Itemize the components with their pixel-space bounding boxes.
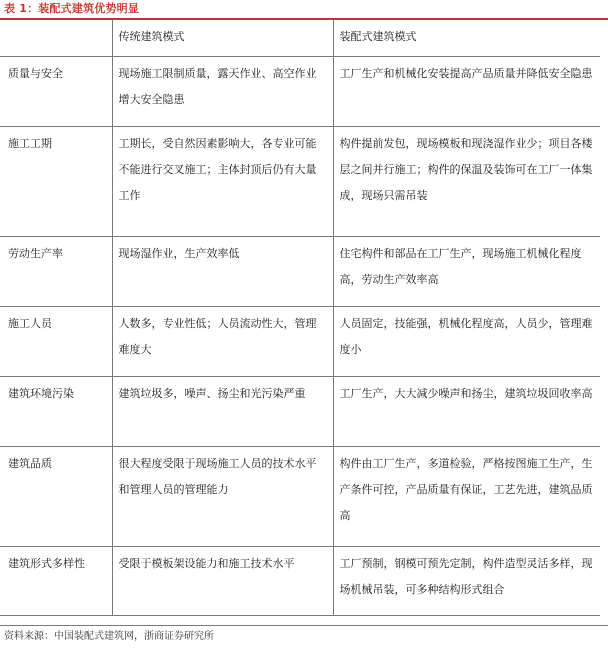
traditional-cell: 工期长，受自然因素影响大，各专业可能不能进行交叉施工；主体封顶后仍有大量工作	[112, 126, 333, 236]
row-category: 施工工期	[0, 126, 112, 236]
source-note: 资料来源：中国装配式建筑网，浙商证券研究所	[4, 631, 214, 642]
row-category: 施工人员	[0, 306, 112, 376]
row-category: 建筑环境污染	[0, 376, 112, 446]
table-row	[0, 236, 600, 306]
prefab-cell: 住宅构件和部品在工厂生产，现场施工机械化程度高，劳动生产效率高	[333, 236, 600, 306]
header-cell-traditional: 传统建筑模式	[112, 20, 333, 56]
row-category: 劳动生产率	[0, 236, 112, 306]
header-cell-category	[0, 20, 112, 56]
traditional-cell: 建筑垃圾多，噪声、扬尘和光污染严重	[112, 376, 333, 446]
traditional-cell: 受限于模板架设能力和施工技术水平	[112, 546, 333, 615]
table-row	[0, 376, 600, 446]
comparison-table	[0, 20, 600, 616]
traditional-cell: 人数多，专业性低；人员流动性大，管理难度大	[112, 306, 333, 376]
table-row	[0, 56, 600, 126]
prefab-cell: 人员固定，技能强，机械化程度高，人员少，管理难度小	[333, 306, 600, 376]
traditional-cell: 现场施工限制质量，露天作业、高空作业增大安全隐患	[112, 56, 333, 126]
table-row	[0, 446, 600, 546]
prefab-cell: 工厂预制，钢模可预先定制，构件造型灵活多样，现场机械吊装，可多种结构形式组合	[333, 546, 600, 615]
prefab-cell: 构件由工厂生产，多道检验，严格按图施工生产，生产条件可控，产品质量有保证，工艺先进，建筑品质高	[333, 446, 600, 546]
header-row	[0, 20, 600, 56]
traditional-cell: 现场湿作业，生产效率低	[112, 236, 333, 306]
row-category: 建筑品质	[0, 446, 112, 546]
row-category: 建筑形式多样性	[0, 546, 112, 615]
row-category: 质量与安全	[0, 56, 112, 126]
prefab-cell: 工厂生产和机械化安装提高产品质量并降低安全隐患	[333, 56, 600, 126]
header-cell-prefab: 装配式建筑模式	[333, 20, 600, 56]
table-row	[0, 126, 600, 236]
traditional-cell: 很大程度受限于现场施工人员的技术水平和管理人员的管理能力	[112, 446, 333, 546]
prefab-cell: 工厂生产，大大减少噪声和扬尘，建筑垃圾回收率高	[333, 376, 600, 446]
table-caption: 表 1：装配式建筑优势明显	[4, 2, 140, 15]
bottom-rule	[0, 625, 608, 626]
table-row	[0, 546, 600, 615]
prefab-cell: 构件提前发包，现场模板和现浇湿作业少；项目各楼层之间并行施工；构件的保温及装饰可在工厂一体集成，现场只需吊装	[333, 126, 600, 236]
table-row	[0, 306, 600, 376]
